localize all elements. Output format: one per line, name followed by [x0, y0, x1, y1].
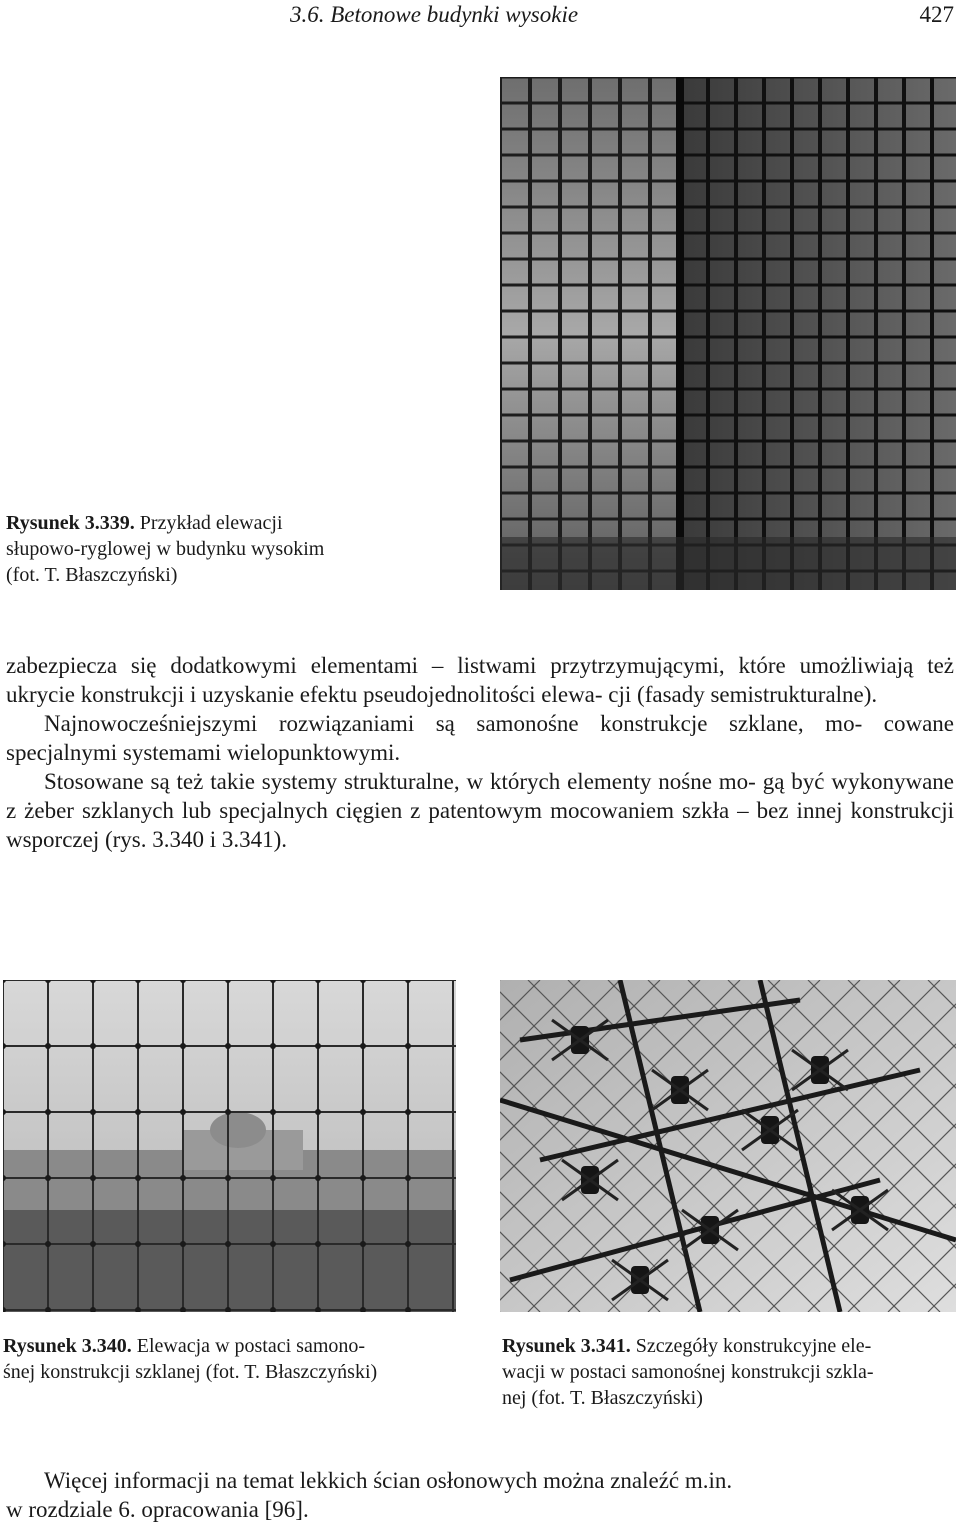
figure-340-label: Rysunek 3.340.: [3, 1335, 132, 1357]
figure-341-caption-line1: Szczegóły konstrukcyjne ele-: [635, 1335, 872, 1357]
figure-339-caption-line2: słupowo-ryglowej w budynku wysokim: [6, 538, 325, 560]
figure-340-caption-line1: Elewacja w postaci samono-: [136, 1335, 366, 1357]
paragraph-1: [6, 651, 954, 709]
figure-341-photo: [500, 980, 956, 1312]
para2-line1: Najnowocześniejszymi rozwiązaniami są samonośne konstrukcje szklane, mo-: [44, 711, 863, 736]
para2-line2: cowane specjalnymi systemami wielopunktowymi.: [6, 711, 954, 765]
figure-339-caption: [6, 510, 476, 588]
footer-note-line2: w rozdziale 6. opracowania [96].: [6, 1497, 309, 1522]
figure-339-caption-line1: Przykład elewacji: [139, 512, 283, 534]
body-text: [6, 651, 954, 854]
footer-note-line1: Więcej informacji na temat lekkich ścian osłonowych można znaleźć m.in.: [44, 1468, 733, 1493]
para1-line1: zabezpiecza się dodatkowymi elementami – listwami przytrzymującymi, które: [6, 653, 786, 678]
figure-340-caption: [3, 1333, 458, 1385]
figure-341-caption-line2: wacji w postaci samonośnej konstrukcji szkla-: [502, 1361, 874, 1383]
figure-341-caption-line3: nej (fot. T. Błaszczyński): [502, 1387, 703, 1409]
para3-line1: Stosowane są też takie systemy strukturalne, w których elementy nośne mo-: [44, 769, 756, 794]
figure-341-label: Rysunek 3.341.: [502, 1335, 631, 1357]
para1-line2: umożliwiają też ukrycie konstrukcji i uzyskanie efektu pseudojednolitości elewa-: [6, 653, 954, 707]
figure-339-caption-line3: (fot. T. Błaszczyński): [6, 564, 178, 586]
para3-line3: mocowaniem szkła – bez innej konstrukcji wsporczej (rys. 3.340 i 3.341).: [6, 798, 955, 852]
figure-340-caption-line2: śnej konstrukcji szklanej (fot. T. Błaszczyński): [3, 1361, 378, 1383]
footer-note: [6, 1466, 954, 1524]
figure-339-label: Rysunek 3.339.: [6, 512, 135, 534]
para3-line2: gą być wykonywane z żeber szklanych lub specjalnych cięgien z patentowym: [6, 769, 955, 823]
running-header-title: 3.6. Betonowe budynki wysokie: [290, 2, 579, 27]
paragraph-3: [6, 767, 954, 854]
paragraph-2: [6, 709, 954, 767]
para1-line3: cji (fasady semistrukturalne).: [608, 682, 878, 707]
figure-339-photo: [500, 77, 956, 590]
figure-341-caption: [502, 1333, 956, 1411]
page-number: 427: [919, 2, 954, 27]
figure-340-photo: [3, 980, 456, 1312]
